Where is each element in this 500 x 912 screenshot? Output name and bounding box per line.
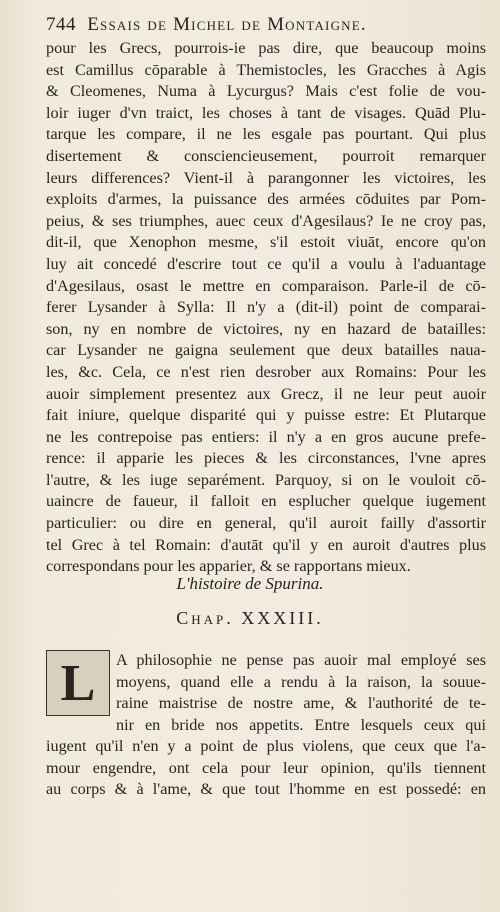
text-line: loir iuger d'vn traict, les choses à tant de visages. Quād Plu- <box>46 103 486 122</box>
text-line: rence: il apparie les pieces & les circonstances, l'vne apres <box>46 449 486 468</box>
text-line: moyens, quand elle a rendu à la raison, la souue- <box>116 672 486 691</box>
text-line: iugent qu'il n'en y a point de plus violens, que ceux que l'a- <box>46 737 486 755</box>
decorated-initial <box>46 650 110 716</box>
chapter-number: XXXIII. <box>241 608 324 628</box>
text-line: son, ny en nombre de victoires, ny en hazard de batailles: <box>46 319 486 338</box>
text-line: raine maistrise de nostre ame, & l'authorité de te- <box>116 694 486 713</box>
chapter-label: Chap. <box>176 608 234 628</box>
text-line: mour engendre, ont cela pour leur opinion, qu'ils tiennent <box>46 758 486 777</box>
text-line: peius, & ses triumphes, auec ceux d'Agesilaus? Ie ne croy pas, <box>46 211 486 230</box>
text-line: & Cleomenes, Numa à Lycurgus? Mais c'est folie de vou- <box>46 82 486 101</box>
text-line: dit-il, que Xenophon mesme, s'il estoit viuāt, encore qu'on <box>46 233 486 252</box>
text-line: uaincre de faueur, il falloit en esplucher quelque iugement <box>46 492 486 511</box>
text-line: tel Grec à tel Romain: d'autāt qu'il y en auroit d'autres plus <box>46 535 486 554</box>
chapter-heading <box>0 608 500 629</box>
text-line: car Lysander ne gaigna seulement que deux batailles naua- <box>46 341 486 360</box>
text-line: nir en bride nos appetits. Entre lesquels ceux qui <box>116 715 486 734</box>
text-line: d'Agesilaus, osast le mettre en comparaison. Parle-il de cō- <box>46 276 486 295</box>
text-line: auoir simplement presentez aux Grecz, il ne leur peut auoir <box>46 384 486 403</box>
running-title: Essais de Michel de Montaigne. <box>87 14 367 35</box>
text-line: est Camillus cōparable à Themistocles, les Gracches à Agis <box>46 60 486 79</box>
text-line: luy ait concedé d'escrire tout ce qu'il a voulu à l'aduantage <box>46 254 486 273</box>
chapter-text-indented <box>116 650 486 736</box>
section-title: L'histoire de Spurina. <box>176 574 324 593</box>
text-line: fait iniure, quelque disparité qui y puisse estre: Et Plutarque <box>46 406 486 425</box>
text-line: au corps & à l'ame, & que tout l'homme en est possedé: en <box>46 780 486 799</box>
text-line: correspondans pour les apparier, & se rapportans mieux. <box>46 557 411 576</box>
text-line: leurs differences? Vient-il à parangonner les victoires, les <box>46 168 486 187</box>
body-text <box>46 38 486 578</box>
text-line: l'autre, & les iuge separément. Parquoy, si on le vouloit cō- <box>46 470 486 489</box>
running-header <box>46 14 486 38</box>
text-line: ferer Lysander à Sylla: Il n'y a (dit-il) point de comparai- <box>46 298 486 317</box>
text-line: les, &c. Cela, ce n'est rien desrober aux Romains: Pour les <box>46 362 486 381</box>
text-line: exploits d'armes, la puissance des armées cōduites par Pom- <box>46 190 486 209</box>
text-line: A philosophie ne pense pas auoir mal employé ses <box>116 651 486 669</box>
chapter-text <box>46 736 486 801</box>
text-line: pour les Grecs, pourrois-ie pas dire, que beaucoup moins <box>46 39 486 57</box>
text-line: ne les contrepoise pas entiers: il n'y a en gros aucune prefe- <box>46 427 486 446</box>
page-number: 744 <box>46 14 76 35</box>
text-line: tarque les compare, il ne les esgale pas pourtant. Qui plus <box>46 125 486 144</box>
initial-letter: L <box>60 655 96 712</box>
text-line: particulier: ou dire en general, qu'il auroit failly d'assortir <box>46 514 486 533</box>
text-line: disertement & consciencieusement, pourroit remarquer <box>46 146 486 165</box>
